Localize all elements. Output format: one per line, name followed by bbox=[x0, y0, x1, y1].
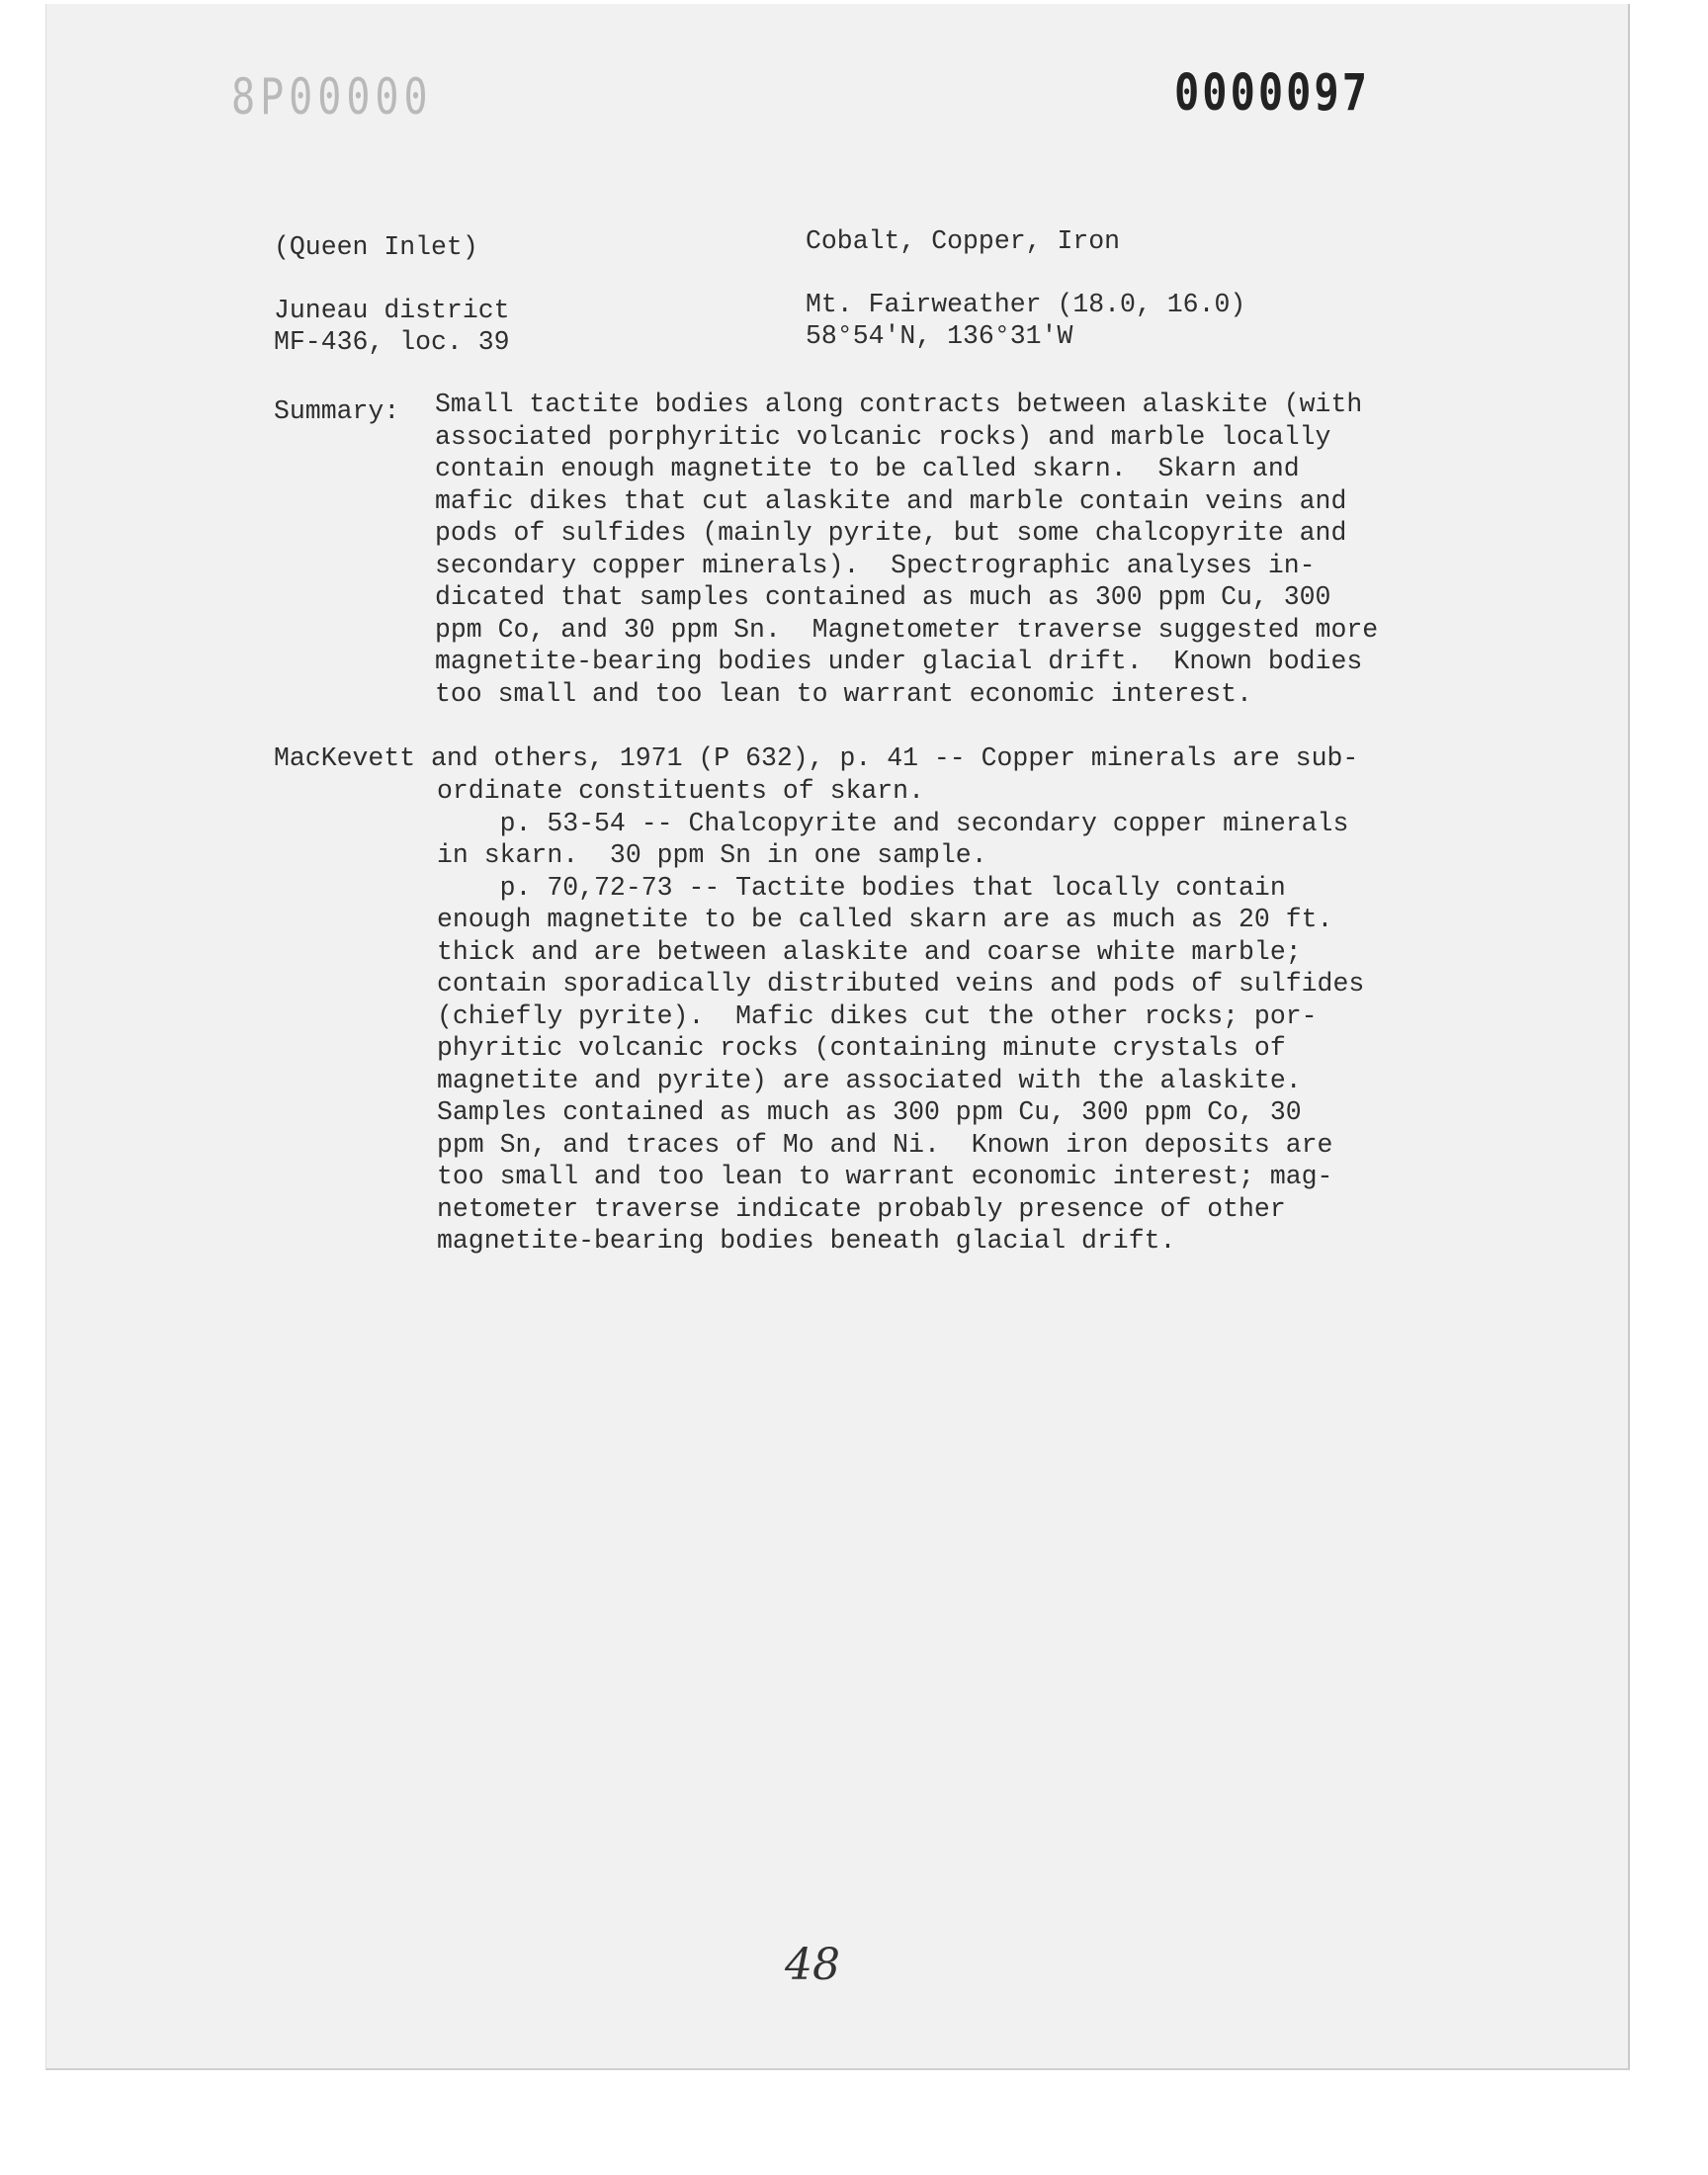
commodities: Cobalt, Copper, Iron bbox=[806, 226, 1121, 256]
reference-line: in skarn. 30 ppm Sn in one sample. bbox=[437, 840, 987, 870]
summary-label: Summary: bbox=[274, 396, 400, 426]
reference-line: phyritic volcanic rocks (containing minute crystals of bbox=[437, 1033, 1286, 1063]
reference-line: magnetite-bearing bodies beneath glacial drift. bbox=[437, 1226, 1176, 1256]
reference-line: p. 53-54 -- Chalcopyrite and secondary copper minerals bbox=[437, 808, 1349, 838]
summary-line: ppm Co, and 30 ppm Sn. Magnetometer traverse suggested more bbox=[435, 614, 1379, 645]
summary-line: magnetite-bearing bodies under glacial drift. Known bodies bbox=[435, 647, 1363, 676]
reference-line: Samples contained as much as 300 ppm Cu, 300 ppm Co, 30 bbox=[437, 1097, 1302, 1127]
summary-line: mafic dikes that cut alaskite and marble contain veins and bbox=[435, 485, 1347, 516]
summary-line: too small and too lean to warrant economic interest. bbox=[435, 678, 1252, 709]
reference-text bbox=[437, 775, 1364, 1258]
summary-line: dicated that samples contained as much as 300 ppm Cu, 300 bbox=[435, 582, 1331, 612]
faint-stamp-number: 8P00000 bbox=[231, 69, 433, 127]
summary-line: contain enough magnetite to be called skarn. Skarn and bbox=[435, 454, 1300, 483]
reference-line: magnetite and pyrite) are associated with the alaskite. bbox=[437, 1065, 1302, 1095]
summary-text bbox=[435, 389, 1378, 710]
summary-line: secondary copper minerals). Spectrographic analyses in- bbox=[435, 550, 1316, 580]
map-reference: MF-436, loc. 39 bbox=[274, 327, 510, 357]
coordinates: 58°54'N, 136°31'W bbox=[806, 321, 1073, 351]
summary-line: associated porphyritic volcanic rocks) and marble locally bbox=[435, 421, 1331, 452]
location-name: (Queen Inlet) bbox=[274, 232, 478, 262]
reference-line: (chiefly pyrite). Mafic dikes cut the other rocks; por- bbox=[437, 1000, 1318, 1031]
district: Juneau district bbox=[274, 296, 510, 325]
reference-line: ordinate constituents of skarn. bbox=[437, 776, 924, 806]
quadrangle: Mt. Fairweather (18.0, 16.0) bbox=[806, 290, 1246, 319]
reference-line: thick and are between alaskite and coarse white marble; bbox=[437, 936, 1302, 967]
summary-line: Small tactite bodies along contracts between alaskite (with bbox=[435, 390, 1363, 419]
page-number: 48 bbox=[785, 1940, 840, 1990]
reference-line: p. 70,72-73 -- Tactite bodies that locally contain bbox=[437, 872, 1286, 903]
document-number: 0000097 bbox=[1174, 63, 1371, 122]
reference-line: enough magnetite to be called skarn are as much as 20 ft. bbox=[437, 905, 1333, 934]
reference-line: too small and too lean to warrant economic interest; mag- bbox=[437, 1162, 1333, 1191]
reference-line: netometer traverse indicate probably presence of other bbox=[437, 1193, 1286, 1224]
reference-citation: MacKevett and others, 1971 (P 632), p. 41 -- Copper minerals are sub- bbox=[274, 743, 1359, 773]
reference-line: contain sporadically distributed veins and pods of sulfides bbox=[437, 969, 1365, 999]
reference-line: ppm Sn, and traces of Mo and Ni. Known iron deposits are bbox=[437, 1129, 1333, 1160]
summary-line: pods of sulfides (mainly pyrite, but some chalcopyrite and bbox=[435, 518, 1347, 548]
